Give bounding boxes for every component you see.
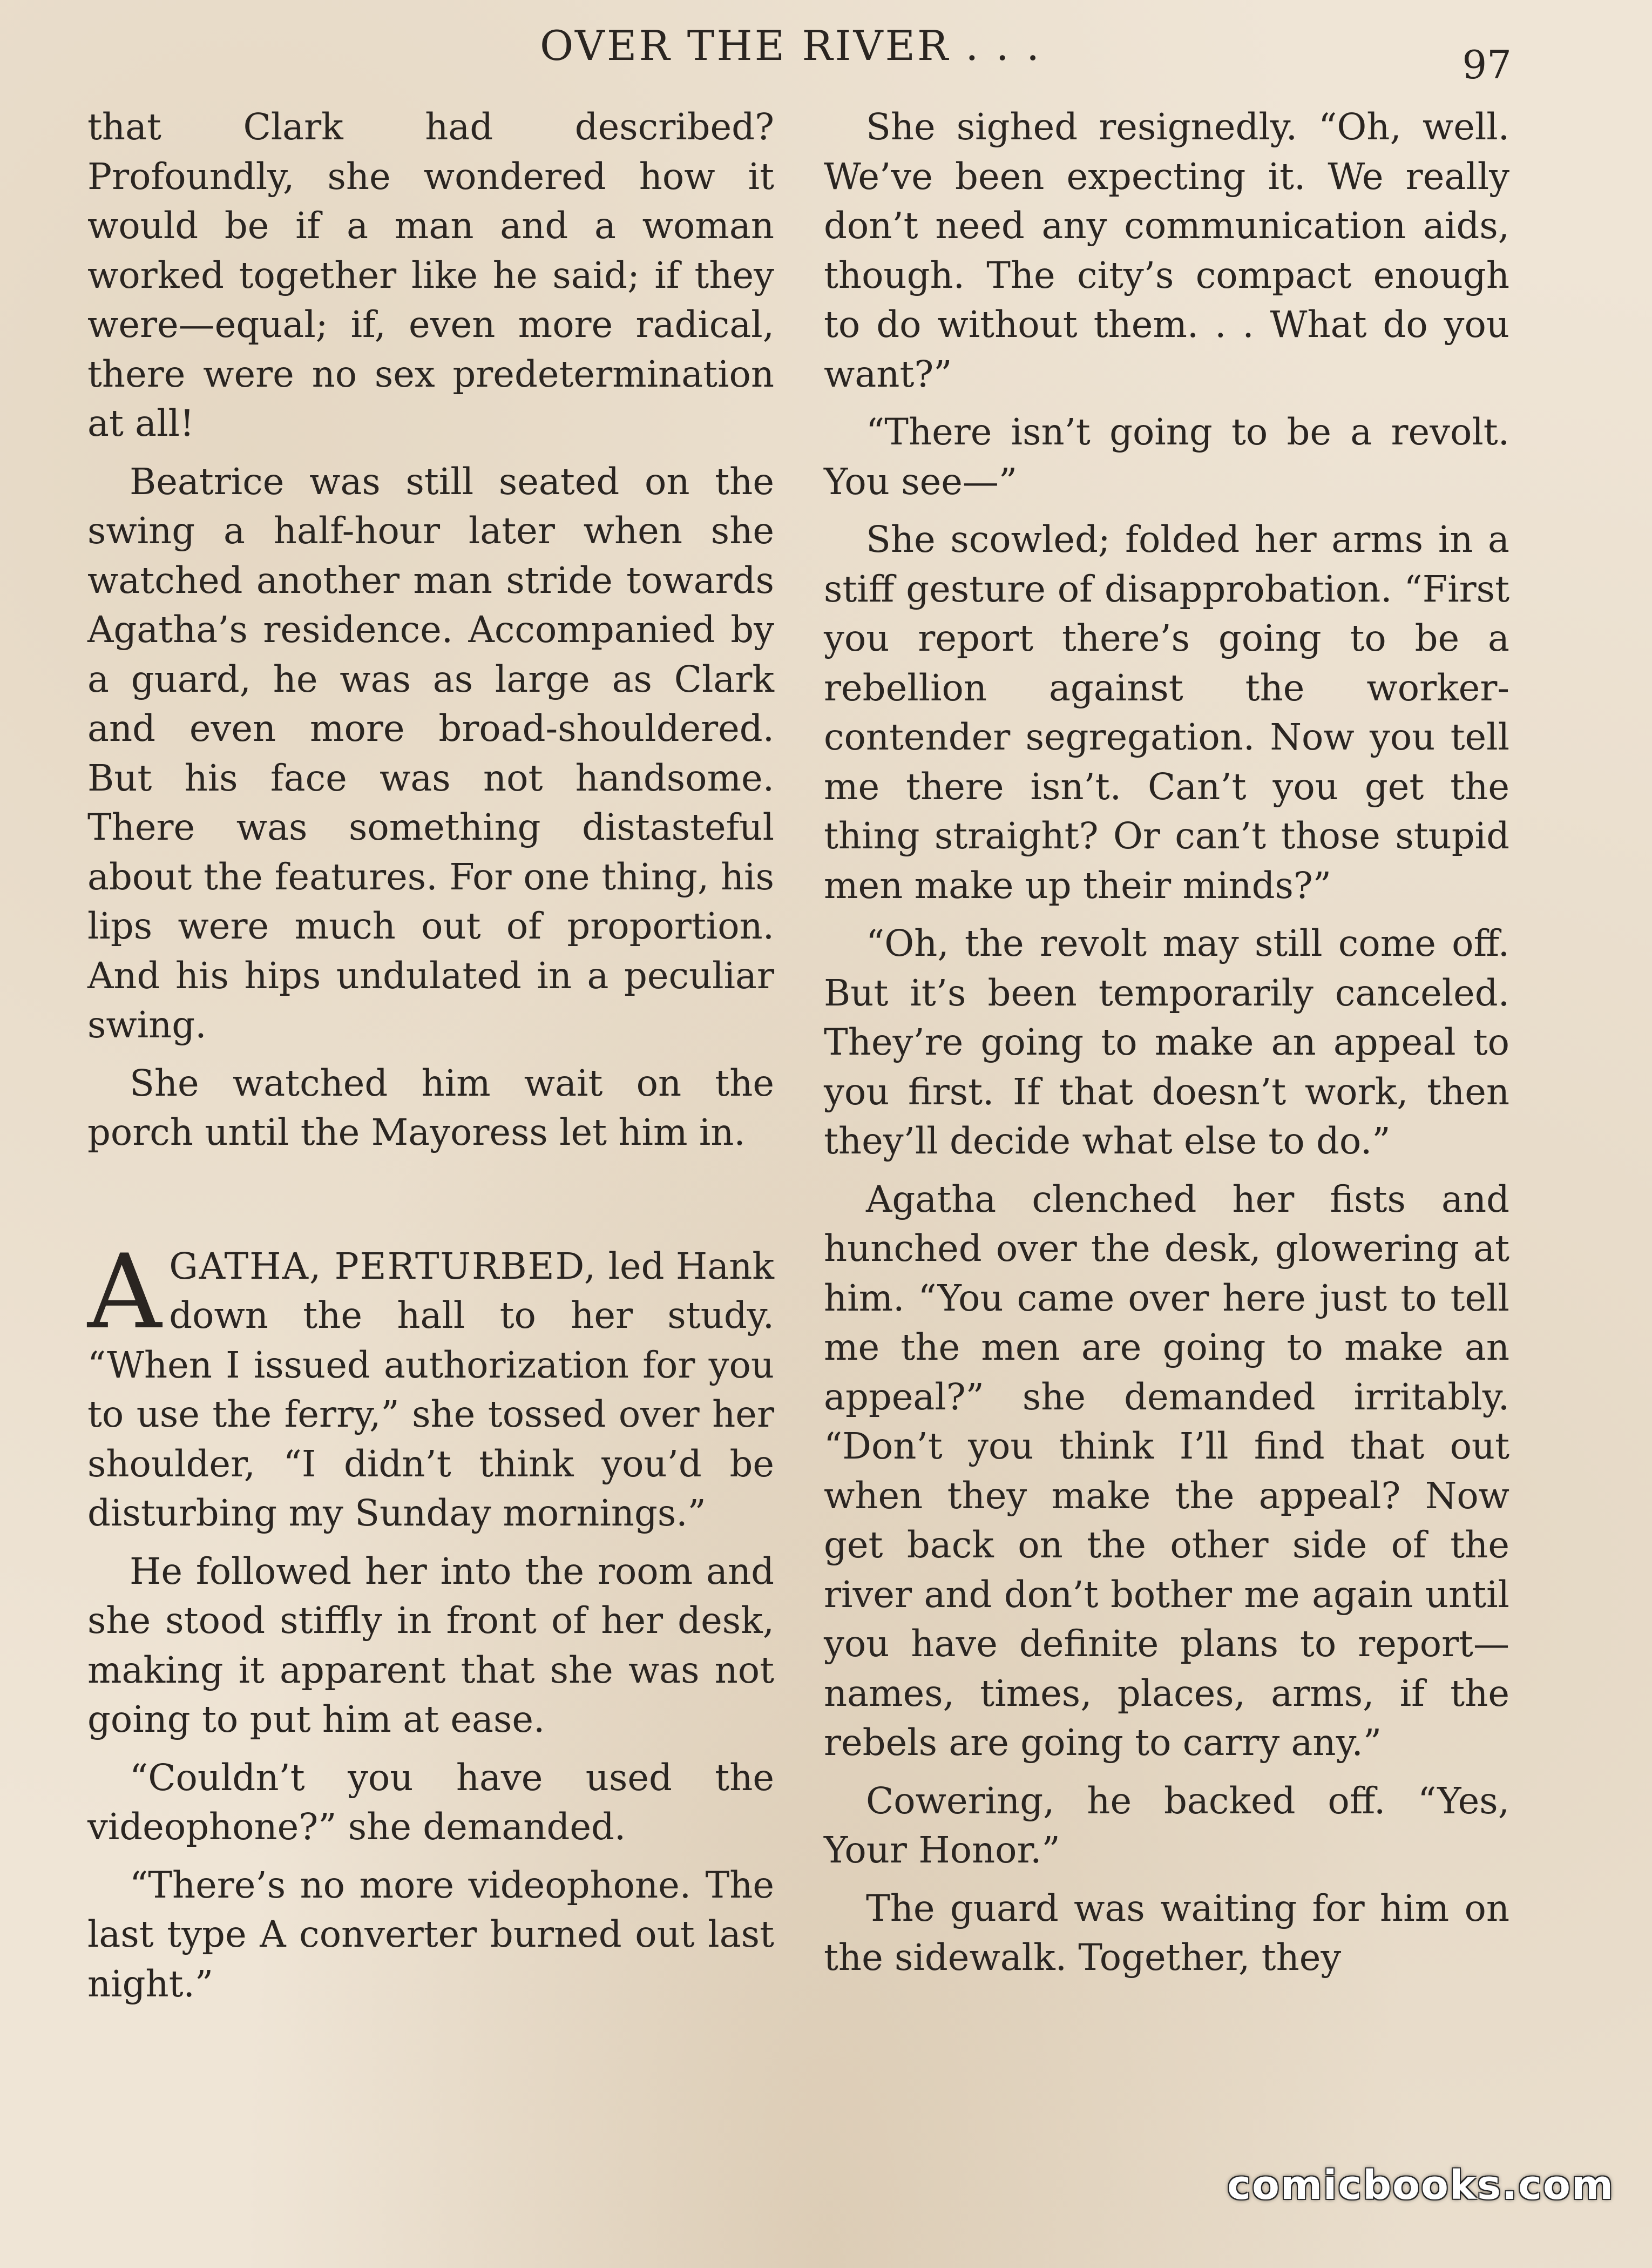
lead-in-smallcaps: GATHA, PERTURBED, <box>169 1245 597 1287</box>
paragraph: The guard was waiting for him on the sidewalk. Together, they <box>824 1887 1509 1979</box>
right-column <box>824 103 1509 1992</box>
paragraph: “There’s no more videophone. The last type A converter burned out last night.” <box>87 1864 774 2005</box>
paragraph: She watched him wait on the porch until the Mayoress let him in. <box>87 1062 774 1153</box>
running-header: OVER THE RIVER . . . <box>540 22 1042 70</box>
paragraph: “Oh, the revolt may still come off. But it’s been temporarily canceled. They’re going to make an appeal to you first. If that doesn’t work, then they’ll decide what else to do.” <box>824 922 1509 1162</box>
watermark: comicbooks.com <box>1227 2162 1614 2209</box>
paragraph: Beatrice was still seated on the swing a half-hour later when she watched another man stride towards Agatha’s residence. Accompanied by a guard, he was as large as Clark and even more broad-shouldered. But his face was not handsome. There was something distasteful about the features. For one thing, his lips were much out of proportion. And his hips undulated in a peculiar swing. <box>87 460 774 1046</box>
dropcap-paragraph <box>87 1232 774 1538</box>
left-column <box>87 103 774 2017</box>
paragraph: “There isn’t going to be a revolt. You see—” <box>824 411 1509 503</box>
paragraph: She sighed resignedly. “Oh, well. We’ve been expecting it. We really don’t need any communication aids, though. The city’s compact enough to do without them. . . What do you want?” <box>824 106 1509 395</box>
paragraph: He followed her into the room and she stood stiffly in front of her desk, making it apparent that she was not going to put him at ease. <box>87 1550 774 1740</box>
paragraph-text: led Hank down the hall to her study. “When I issued authorization for you to use the ferry,” she tossed over her shoulder, “I didn’t think you’d be disturbing my Sunday mornings.” <box>87 1245 774 1534</box>
paragraph: Cowering, he backed off. “Yes, Your Honor.” <box>824 1779 1509 1871</box>
paragraph: that Clark had described? Profoundly, she wondered how it would be if a man and a woman worked together like he said; if they were—equal; if, even more radical, there were no sex predetermination at all! <box>87 106 774 444</box>
paragraph: “Couldn’t you have used the videophone?” she demanded. <box>87 1756 774 1848</box>
paragraph: She scowled; folded her arms in a stiff gesture of disapprobation. “First you report there’s going to be a rebellion against the worker-contender segregation. Now you tell me there isn’t. Can’t you get the thing straight? Or can’t those stupid men make up their minds?” <box>824 518 1509 907</box>
drop-cap-letter: A <box>87 1232 162 1352</box>
paragraph: Agatha clenched her fists and hunched over the desk, glowering at him. “You came over here just to tell me the men are going to make an appeal?” she demanded irritably. “Don’t you think I’ll find that out when they make the appeal? Now get back on the other side of the river and don’t bother me again until you have definite plans to report—names, times, places, arms, if the rebels are going to carry any.” <box>824 1178 1509 1764</box>
page-number: 97 <box>1462 42 1512 87</box>
section-break <box>87 1166 774 1242</box>
